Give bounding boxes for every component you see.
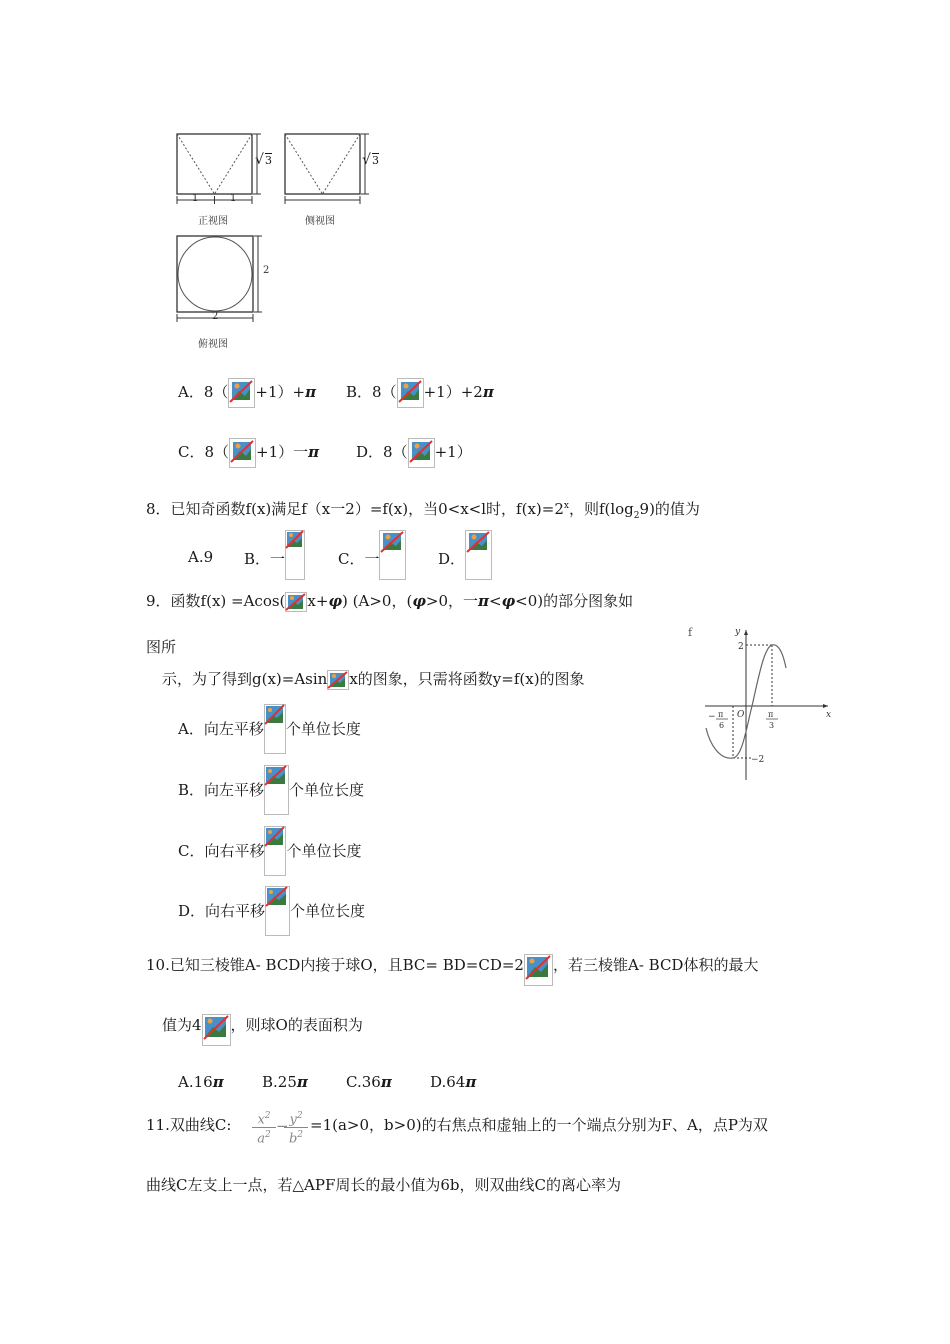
q9-d-label: D．向右平移 [178, 902, 266, 920]
q9-line3 [162, 668, 585, 690]
broken-image-icon [397, 378, 424, 408]
broken-image-icon [285, 592, 307, 612]
q9-phi-2: φ [412, 592, 426, 610]
q9-line3-text-2: x的图象，只需将函数y=f(x)的图象 [349, 670, 585, 688]
front-width-label-2: 1 [230, 193, 237, 204]
broken-image-icon [228, 378, 255, 408]
q9-b-tail: 个单位长度 [289, 781, 365, 799]
q10-line2-text-2: ，则球O的表面积为 [230, 1016, 363, 1034]
q7-option-b[interactable] [346, 378, 494, 408]
broken-image-icon [465, 530, 492, 580]
q9-c-label: C．向右平移 [178, 842, 265, 860]
q7-b-label: B．8（ [346, 383, 397, 401]
q9-pi: π [478, 592, 489, 610]
q10-d-label: D.64 [430, 1073, 466, 1091]
broken-image-icon [524, 954, 553, 986]
q9-stem-text-1: 9．函数f(x) =Acos( [146, 592, 286, 610]
q10-b-pi: π [296, 1073, 308, 1091]
q9-stem-text-4: >0，一 [425, 592, 479, 610]
q10-c-pi: π [380, 1073, 392, 1091]
top-view-caption: 俯视图 [198, 339, 228, 350]
q9-option-a[interactable] [178, 704, 361, 754]
q10-stem-text-1: 10.已知三棱锥A- BCD内接于球O，且BC= BD=CD=2 [146, 956, 524, 974]
q11-frac1-num-sq: 2 [264, 1111, 271, 1121]
broken-image-icon [229, 438, 256, 468]
q10-stem [146, 954, 758, 986]
q9-a-label: A．向左平移 [178, 720, 264, 738]
q8-stem-sup: x [563, 501, 569, 511]
q8-stem [146, 498, 700, 521]
q7-c-tail: +1）一 [256, 443, 309, 461]
q11-frac2-den: b [288, 1131, 298, 1147]
q9-b-label: B．向左平移 [178, 781, 265, 799]
q8-d-label: D． [438, 550, 466, 568]
broken-image-icon [285, 530, 305, 580]
q10-option-c[interactable] [346, 1073, 392, 1091]
q11-frac1-den: a [257, 1131, 266, 1147]
side-view [285, 134, 369, 204]
broken-image-icon [264, 765, 289, 815]
q8-stem-text-3: 9)的值为 [639, 500, 700, 518]
q9-phi-3: φ [501, 592, 516, 610]
broken-image-icon [264, 826, 286, 876]
q9-option-d[interactable] [178, 886, 365, 936]
q11-line2: 曲线C左支上一点，若△APF周长的最小值为6b，则双曲线C的离心率为 [146, 1176, 621, 1194]
graph-y-label: y [735, 627, 741, 637]
q7-d-label: D．8（ [356, 443, 408, 461]
q9-phi-1: φ [328, 592, 343, 610]
three-view-diagram [165, 128, 395, 353]
q10-a-pi: π [212, 1073, 224, 1091]
q8-option-c[interactable] [338, 530, 406, 580]
top-view [177, 236, 262, 322]
q11-fraction-y-b [284, 1110, 308, 1146]
q9-line2: 图所 [146, 638, 177, 656]
graph-neg-pi: π [718, 710, 724, 719]
broken-image-icon [327, 670, 349, 690]
broken-image-icon [264, 704, 286, 754]
graph-neg-den: 6 [719, 721, 725, 730]
q11-frac1-den-sq: 2 [265, 1130, 271, 1141]
graph-f-label: f [688, 626, 693, 639]
q10-line2-text-1: 值为4 [162, 1016, 202, 1034]
q11-frac1-num: x [257, 1112, 265, 1128]
side-height-label: 3 [372, 154, 379, 167]
q7-a-pi: π [305, 383, 317, 401]
broken-image-icon [408, 438, 435, 468]
q7-c-label: C．8（ [178, 443, 230, 461]
q7-a-label: A．8（ [178, 383, 229, 401]
q9-a-tail: 个单位长度 [285, 720, 361, 738]
q8-option-d[interactable] [438, 530, 492, 580]
top-side-label: 2 [263, 265, 270, 276]
front-view [177, 134, 261, 204]
q7-b-tail: +1）+2 [423, 383, 483, 401]
front-view-caption: 正视图 [198, 216, 228, 227]
q7-a-tail: +1）+ [255, 383, 306, 401]
q7-option-d[interactable] [356, 438, 472, 468]
q9-line3-text-1: 示，为了得到g(x)=Asin [162, 670, 328, 688]
q10-c-label: C.36 [346, 1073, 381, 1091]
q7-option-c[interactable] [178, 438, 319, 468]
graph-pos-den: 3 [769, 721, 775, 730]
q9-stem [146, 590, 633, 612]
q9-d-tail: 个单位长度 [290, 902, 366, 920]
q9-c-tail: 个单位长度 [286, 842, 362, 860]
graph-y-top-label: 2 [738, 642, 744, 652]
q11-frac2-num-sq: 2 [296, 1111, 303, 1121]
q10-option-a[interactable] [178, 1073, 224, 1091]
q8-stem-text-2: ，则f(log [568, 500, 634, 518]
q9-option-b[interactable] [178, 765, 364, 815]
broken-image-icon [202, 1014, 231, 1046]
broken-image-icon [379, 530, 406, 580]
q9-stem-text-5: < [489, 592, 502, 610]
q11-stem-rest: =1(a>0，b>0)的右焦点和虚轴上的一个端点分别为F、A，点P为双 [310, 1116, 768, 1134]
graph-x-label: x [826, 710, 832, 720]
q11-fraction-x-a [252, 1110, 276, 1146]
q10-line2 [162, 1014, 363, 1046]
q8-option-b[interactable] [244, 530, 305, 580]
q9-stem-text-6: <0)的部分图象如 [515, 592, 634, 610]
q9-option-c[interactable] [178, 826, 362, 876]
graph-y-bottom-label: −2 [751, 755, 765, 765]
q9-stem-text-3: ) (A>0，( [342, 592, 413, 610]
q7-option-a[interactable] [178, 378, 316, 408]
q7-b-pi: π [482, 383, 494, 401]
q8-c-label: C．一 [338, 550, 380, 568]
q10-stem-text-2: ，若三棱锥A- BCD体积的最大 [552, 956, 759, 974]
front-height-label: 3 [265, 154, 272, 167]
q7-d-tail: +1） [434, 443, 472, 461]
broken-image-icon [265, 886, 290, 936]
sqrt-sign-side: √ [362, 152, 371, 168]
side-view-caption: 侧视图 [305, 216, 335, 227]
q10-option-b[interactable] [262, 1073, 308, 1091]
graph-origin-label: O [737, 710, 745, 720]
sqrt-sign-front: √ [255, 152, 264, 168]
q9-stem-text-2: x+ [307, 592, 329, 610]
q11-stem-text-1: 11.双曲线C: [146, 1116, 232, 1134]
q10-d-pi: π [465, 1073, 477, 1091]
graph-neg-sign: − [708, 712, 716, 722]
q8-option-a[interactable]: A.9 [188, 548, 214, 566]
front-width-label-1: 1 [192, 193, 199, 204]
top-bottom-label: 2 [212, 311, 219, 322]
q11-frac2-den-sq: 2 [297, 1130, 304, 1141]
q11-minus: − [276, 1117, 289, 1135]
q10-b-label: B.25 [262, 1073, 297, 1091]
q10-option-d[interactable] [430, 1073, 476, 1091]
q8-stem-text-1: 8．已知奇函数f(x)满足f（x一2）=f(x)，当0<x<l时，f(x)=2 [146, 500, 564, 518]
q9-cosine-graph [680, 620, 840, 785]
q11-frac2-num: y [289, 1112, 297, 1128]
q8-stem-sub: 2 [633, 511, 640, 521]
q7-c-pi: π [308, 443, 320, 461]
graph-pos-pi: π [768, 710, 774, 719]
q10-a-label: A.16 [178, 1073, 213, 1091]
q11-stem [146, 1114, 231, 1135]
q8-b-label: B．一 [244, 550, 286, 568]
